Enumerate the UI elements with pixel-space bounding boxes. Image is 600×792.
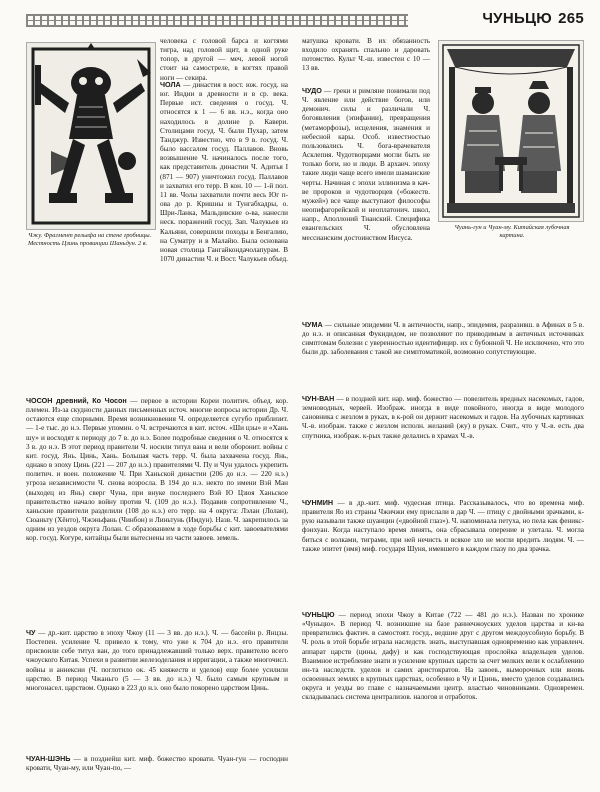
headword-chu: ЧУ <box>26 628 36 637</box>
figure-chuan-gun <box>438 40 584 250</box>
entry-chu <box>26 628 288 696</box>
headword-chun-van: ЧУН-ВАН <box>302 394 335 403</box>
entry-chuma-text: — сильные эпидемии Ч. в античности, напр., эпидемия, разразивш. в Афинах в 5 в. до н.э. и описанная Фукидидом, не позволяют по приводимым в античных источниках симптомам болезни с уверенностью идентифицир. их с бубонной Ч. Не исключено, что это были др. заболевания с такой же симптоматикой, возможно сопутствующие. <box>302 321 584 357</box>
chu-relief-image <box>26 42 156 230</box>
headword-chosun: ЧОСОН древний, Ко Чосон <box>26 396 127 405</box>
chuan-gun-image <box>438 40 584 222</box>
headword-chunmin: ЧУНМИН <box>302 498 334 507</box>
entry-chuan-shen <box>26 754 288 776</box>
entry-chun-van-text: — в поздней кит. нар. миф. божество — повелитель вредных насекомых, гадов, земноводных, червей. Изображ. иногда в виде покойного, иногда в виде молодого сановника с жезлом в руках, в к-рой он держит насекомых и гадов. На лубочных картинках Ч.-в. изображ. также с жезлом исполн. желаний (жу) в руках. Счит., что у Ч.-в. есть два спутника, изображ. к-рых также делались в храмах Ч.-в. <box>302 395 584 440</box>
entry-chunmin-text: — в др.-кит. миф. чудесная птица. Рассказывалось, что во времена миф. правителя Яо из страны Чжичжи ему прислали в дар Ч. — птицу с двойными зрачками, к-рую называли также шуанцин («двойной глаз»). Ч. напоминала петуха, но пела как феникс-фэнхуан. Когда наступало время линять, она сбрасывала оперение и улетала. Ч. могла биться с волками, тиграми, при ней нечисть и всякое зло не могли вредить людям. Ч. — также эпитет (имя) миф. государя Шуня, имевшего в каждом глазу по два зрачка. <box>302 499 584 553</box>
header-ornament <box>26 14 408 27</box>
entry-continuation: человека с головой барса и когтями тигра, над головой щит, в одной руке топор, в другой — меч, левой ногой стоит на самострелe, в когтях правой ноги — секира. <box>160 37 288 82</box>
entry-chunmin <box>302 498 584 557</box>
headword-chuan-shen: ЧУАН-ШЭНЬ <box>26 754 71 763</box>
running-head-title: ЧУНЬЦЮ <box>482 10 553 27</box>
entry-chola-text: — династия в вост. юж. госуд. на юг. Индии в древности и в ср. века. Первые ист. сведения о госуд. Ч. относятся к 1 — 6 вв. н.э., когда оно находилось в долине р. Кавери. Столицами госуд. Ч. были Пухар, затем Танджур. Известно, что в 9 в. госуд. Ч. было вассалом госуд. Паллавов. Вновь возвышение Ч. начиналось после того, как представитель династии Ч. Адитья I (871 — 907) уничтожил госуд. Паллавов и захватил его терр. В кон. 10 — 1-й пол. 11 вв. Чолы захватили почти весь Юг п-ова до р. Кришны и Тунгабхадры, о. Шри-Ланка, Мальдивские о-ва, нанесли неск. поражений госуд. Зап. Чалукьев из Кальяни, совершили походы в Бенгалию, на Суматру и в Малайю. Была основана новая столица Гангайкондачолапурам. В 1070 династии Ч. и Вост. Чалукьев объед. <box>160 81 288 263</box>
figure-left-caption: Чжу. Фрагмент рельефа на стене гробницы. Местность Цзинь провинции Шаньдун. 2 в. <box>28 232 152 247</box>
entry-chun-van <box>302 394 584 444</box>
entry-chosun-text: — первое в истории Кореи политич. объед. кор. племен. Из-за скудности данных письменных источ. многие вопросы истории Др. Ч. остаются еще спорными. Время возникновения Ч. определяется сугубо приблизит. — 1-е тыс. до н.э. Первые упомин. о Ч. встречаются в кит. источ. «Ши цзы» и «Хань шу» и восходят к периоду до 7 в. до н.э. Более подробные сведения о Ч. относятся к 3 в. до н.э. В этот период правители Ч. носили титул вана и вели оборонит. войны с кит. госуд. Янь. Цинь, Хань. Большая часть терр. Ч. была захвачена госуд. Янь, однако в эпоху Цинь (221 — 207 до н.э.) правителями Ч. Пу и Чун удалось укрепить политич. и воен. положение Ч. При Ханьской династии (206 до н.э. — 220 н.э.) угроза независимости Ч. снова возросла. В 194 до н.э. некто по имени Вэй Ман (выходец из Янь) сверг Чуна, при внуке последнего Вэй Ю Цзюя Ханьское правительство начало войну против Ч. (109 до н.э.). Подавив сопротивление Ч., ханьские правители разделили (108 до н.э.) его терр. на 4 округа: Лэлан (Лолан), Сюаньту (Хёнто), Чжэньфань (Чинбон) и Линьтунь (Имдун). Назв. Ч. закрепилось за одним из уездов округа Лолан. С образованием в ходе борьбы с кит. завоевателями кор. госуд. Когуре, китайцы были вытеснены из части завоев. земель. <box>26 397 288 543</box>
entry-chu-text: — др.-кит. царство в эпоху Чжоу (11 — 3 вв. до н.э.). Ч. — бассейн р. Янцзы. Постепен. усиление Ч. привело к тому, что уже к 704 до н.э. его правители присвоили себе титул ван, до того принадлежавший только верх. правителю всего чжоуского Китая. Успехи в развитии железоделания и ирригации, а также многочисл. войны и аннексии (Ч. поглотило ок. 45 княжеств и уделов) еще более усилили царство. В период Чжаньго (5 — 3 вв. до н.э.) Ч. было самым крупным и многонасел. царством. Однако в 223 до н.э. оно было покорено царством Цинь. <box>26 629 288 692</box>
column-2-top <box>302 37 430 77</box>
headword-chudo: ЧУДО <box>302 86 322 95</box>
headword-chunqiu: ЧУНЬЦЮ <box>302 610 335 619</box>
entry-chuan-shen-text: — в позднейш кит. миф. божество кровати. Чуан-гун — господин кровати, Чуан-му, или Чуан-по, — <box>26 755 288 773</box>
entry-chuma <box>302 320 584 361</box>
figure-chu-relief <box>26 42 156 262</box>
book-page <box>22 10 584 782</box>
entry-chuan-shen-continuation: матушка кровати. В их обязанность входило охранять спальню и даровать потомство. Культ Ч.-ш. известен с 10 — 13 вв. <box>302 37 430 73</box>
figure-right-caption: Чуань-гун и Чуан-му. Китайская лубочная картина. <box>454 224 570 239</box>
page-number: 265 <box>558 10 584 27</box>
headword-chola: ЧОЛА <box>160 80 181 89</box>
column-1-top <box>160 37 288 86</box>
entry-chudo-text: — греки и римляне понимали под Ч. явление или действие богов, или демонич. силы и различали Ч. богоявления (эпифании), превращения (метаморфозы), исцеления, знамения и небесной кары. Особ. известностью пользовались Ч. бога-врачевателя Асклепия. Чудотворцами могли быть не только боги, но и люди. В архаич. эпоху такие люди чаще всего имели шаманские черты. Начиная с эпохи эллинизма в кач-ве пророков и чудотворцев («божеств. мужей») все чаще выступают философы неопифагорейской и неоплатонич. школ, напр., Аполлоний Тианский. Специфика евангельских Ч. обусловлена мессианским достоинством Иисуса. <box>302 87 430 242</box>
entry-chunqiu-text: — период эпохи Чжоу в Китае (722 — 481 до н.э.). Назван по хронике «Чуньцю». В период Ч. возникшие на базе раннечжоуских уделов царства и кн-ва превратились фактич. в самостоят. госуд., ведшие друг с другом междоусобную борьбу. В Ч. роль в этой борьбе играла наследств. знать, выступавшая одновременно как управленч. аппарат царств (цины, дафу) и как господствующая прослойка владельцев уделов. Взаимное истребление знати и усиление крупных царств за счет мелких вели к ослаблению ин-та наследств. уделов и самих аристократов. На завоев., выморочных или вновь освоенных землях в крупных царствах, особенно в Чу и Цзинь, вместо уделов создавались округа и уезды во главе с назначаемыми центр. властью чиновниками. Одновремен. складывалась система централизов. налогов и отработок. <box>302 611 584 702</box>
headword-chuma: ЧУМА <box>302 320 323 329</box>
entry-chudo <box>302 86 430 246</box>
entry-chunqiu <box>302 610 584 706</box>
entry-chola-top <box>160 80 288 267</box>
running-head <box>482 10 584 30</box>
entry-chosun <box>26 396 288 547</box>
page-header <box>22 10 584 32</box>
